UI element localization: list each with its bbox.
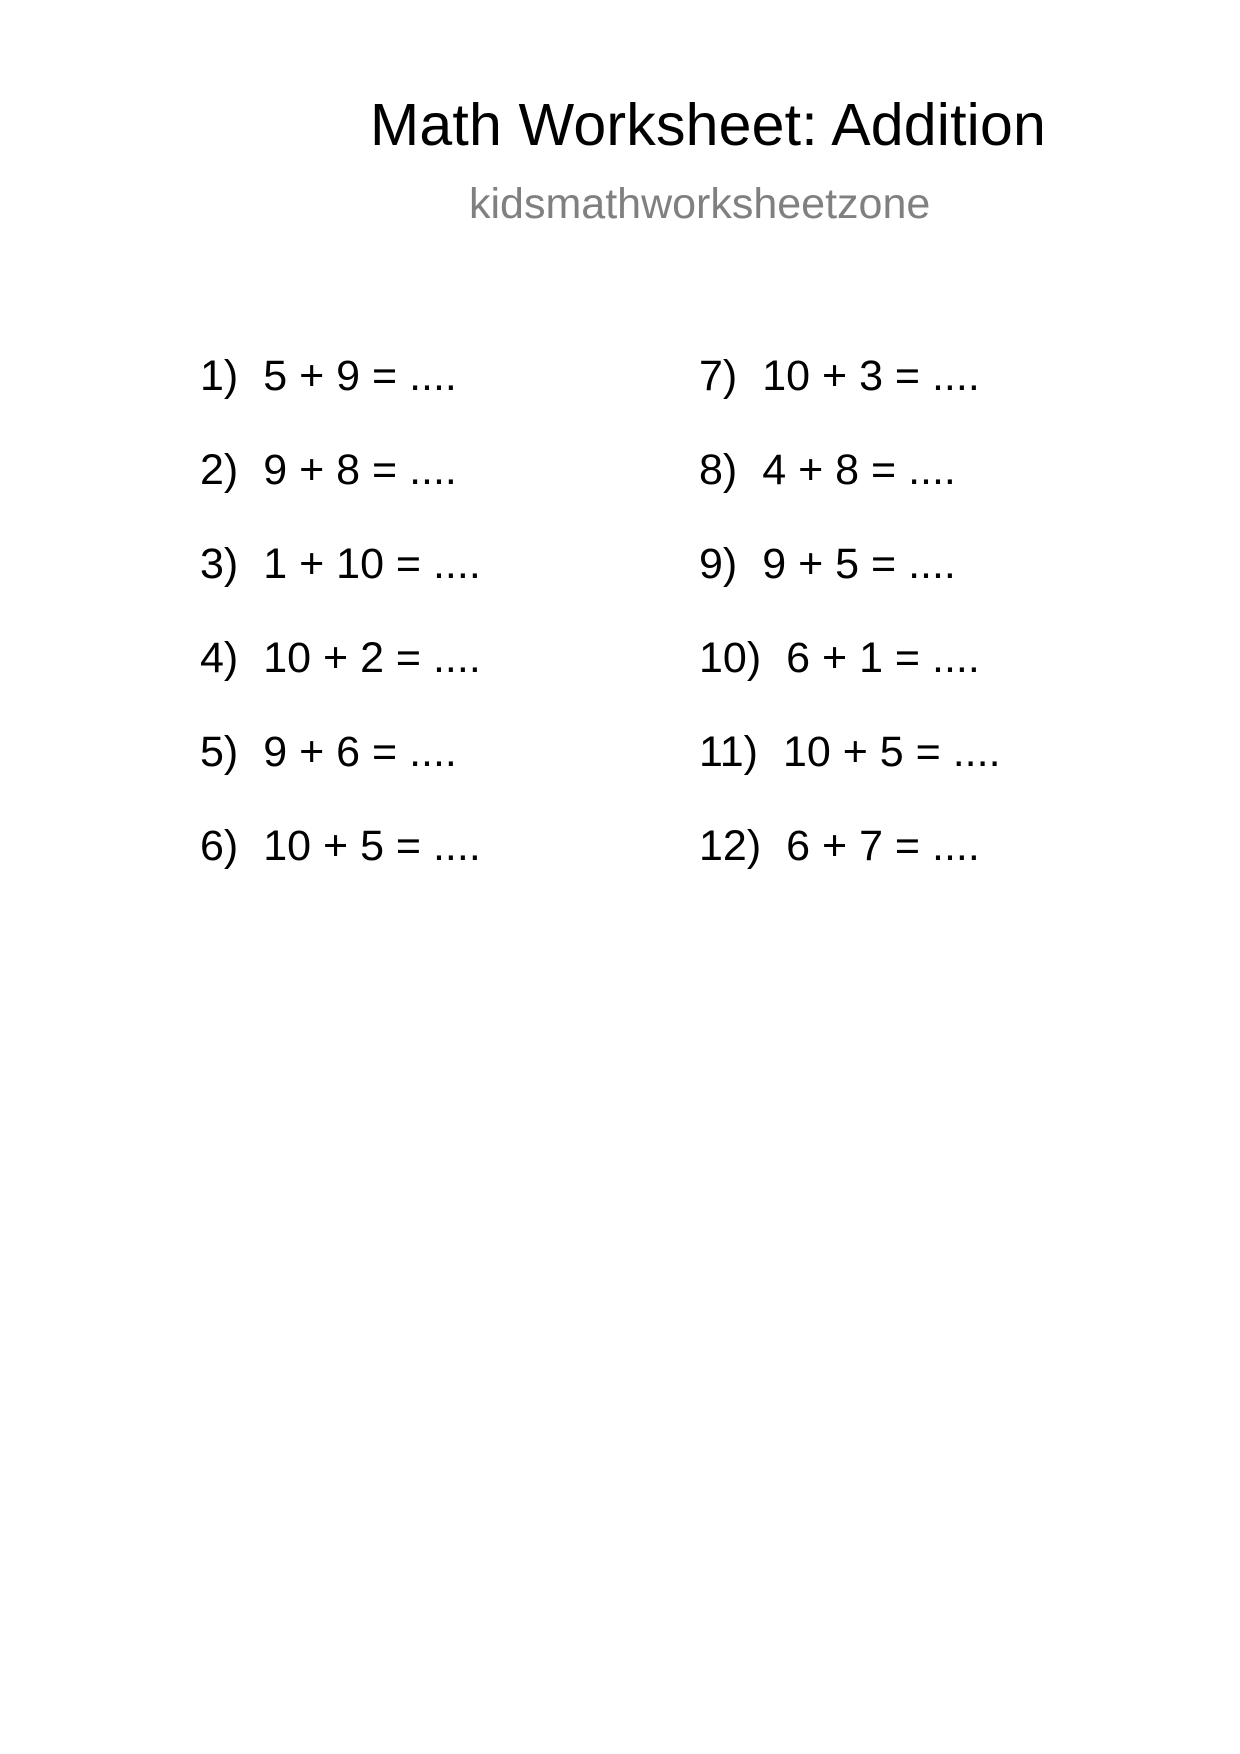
problem-expression: 10 + 5 = .... <box>263 822 481 870</box>
problem-item <box>200 352 457 400</box>
problem-item <box>699 634 980 682</box>
problem-expression: 6 + 7 = .... <box>786 822 980 870</box>
problem-number: 1) <box>200 352 239 400</box>
problem-number: 2) <box>200 446 239 494</box>
problem-number: 4) <box>200 634 239 682</box>
problem-expression: 9 + 5 = .... <box>762 540 956 588</box>
problem-item <box>200 446 457 494</box>
problem-item <box>699 822 980 870</box>
problem-number: 3) <box>200 540 239 588</box>
problem-item <box>200 728 457 776</box>
problem-expression: 10 + 3 = .... <box>762 352 980 400</box>
problem-expression: 4 + 8 = .... <box>762 446 956 494</box>
problem-item <box>699 540 956 588</box>
problem-number: 6) <box>200 822 239 870</box>
problem-number: 5) <box>200 728 239 776</box>
problem-expression: 9 + 8 = .... <box>263 446 457 494</box>
problem-item <box>200 540 481 588</box>
problem-item <box>699 446 956 494</box>
problem-expression: 1 + 10 = .... <box>263 540 481 588</box>
problem-number: 8) <box>699 446 738 494</box>
problem-expression: 10 + 5 = .... <box>782 728 1001 776</box>
problem-number: 7) <box>699 352 738 400</box>
problem-item <box>200 822 481 870</box>
problem-number: 10) <box>699 634 762 682</box>
page-title: Math Worksheet: Addition <box>370 92 1047 158</box>
problem-expression: 5 + 9 = .... <box>263 352 457 400</box>
problem-item <box>699 352 980 400</box>
page-subtitle: kidsmathworksheetzone <box>469 180 931 228</box>
problem-expression: 10 + 2 = .... <box>263 634 481 682</box>
problem-expression: 6 + 1 = .... <box>786 634 980 682</box>
problem-item <box>699 728 1001 776</box>
problem-expression: 9 + 6 = .... <box>263 728 457 776</box>
problem-item <box>200 634 481 682</box>
problem-number: 9) <box>699 540 738 588</box>
problem-number: 12) <box>699 822 762 870</box>
problem-number: 11) <box>699 728 758 776</box>
